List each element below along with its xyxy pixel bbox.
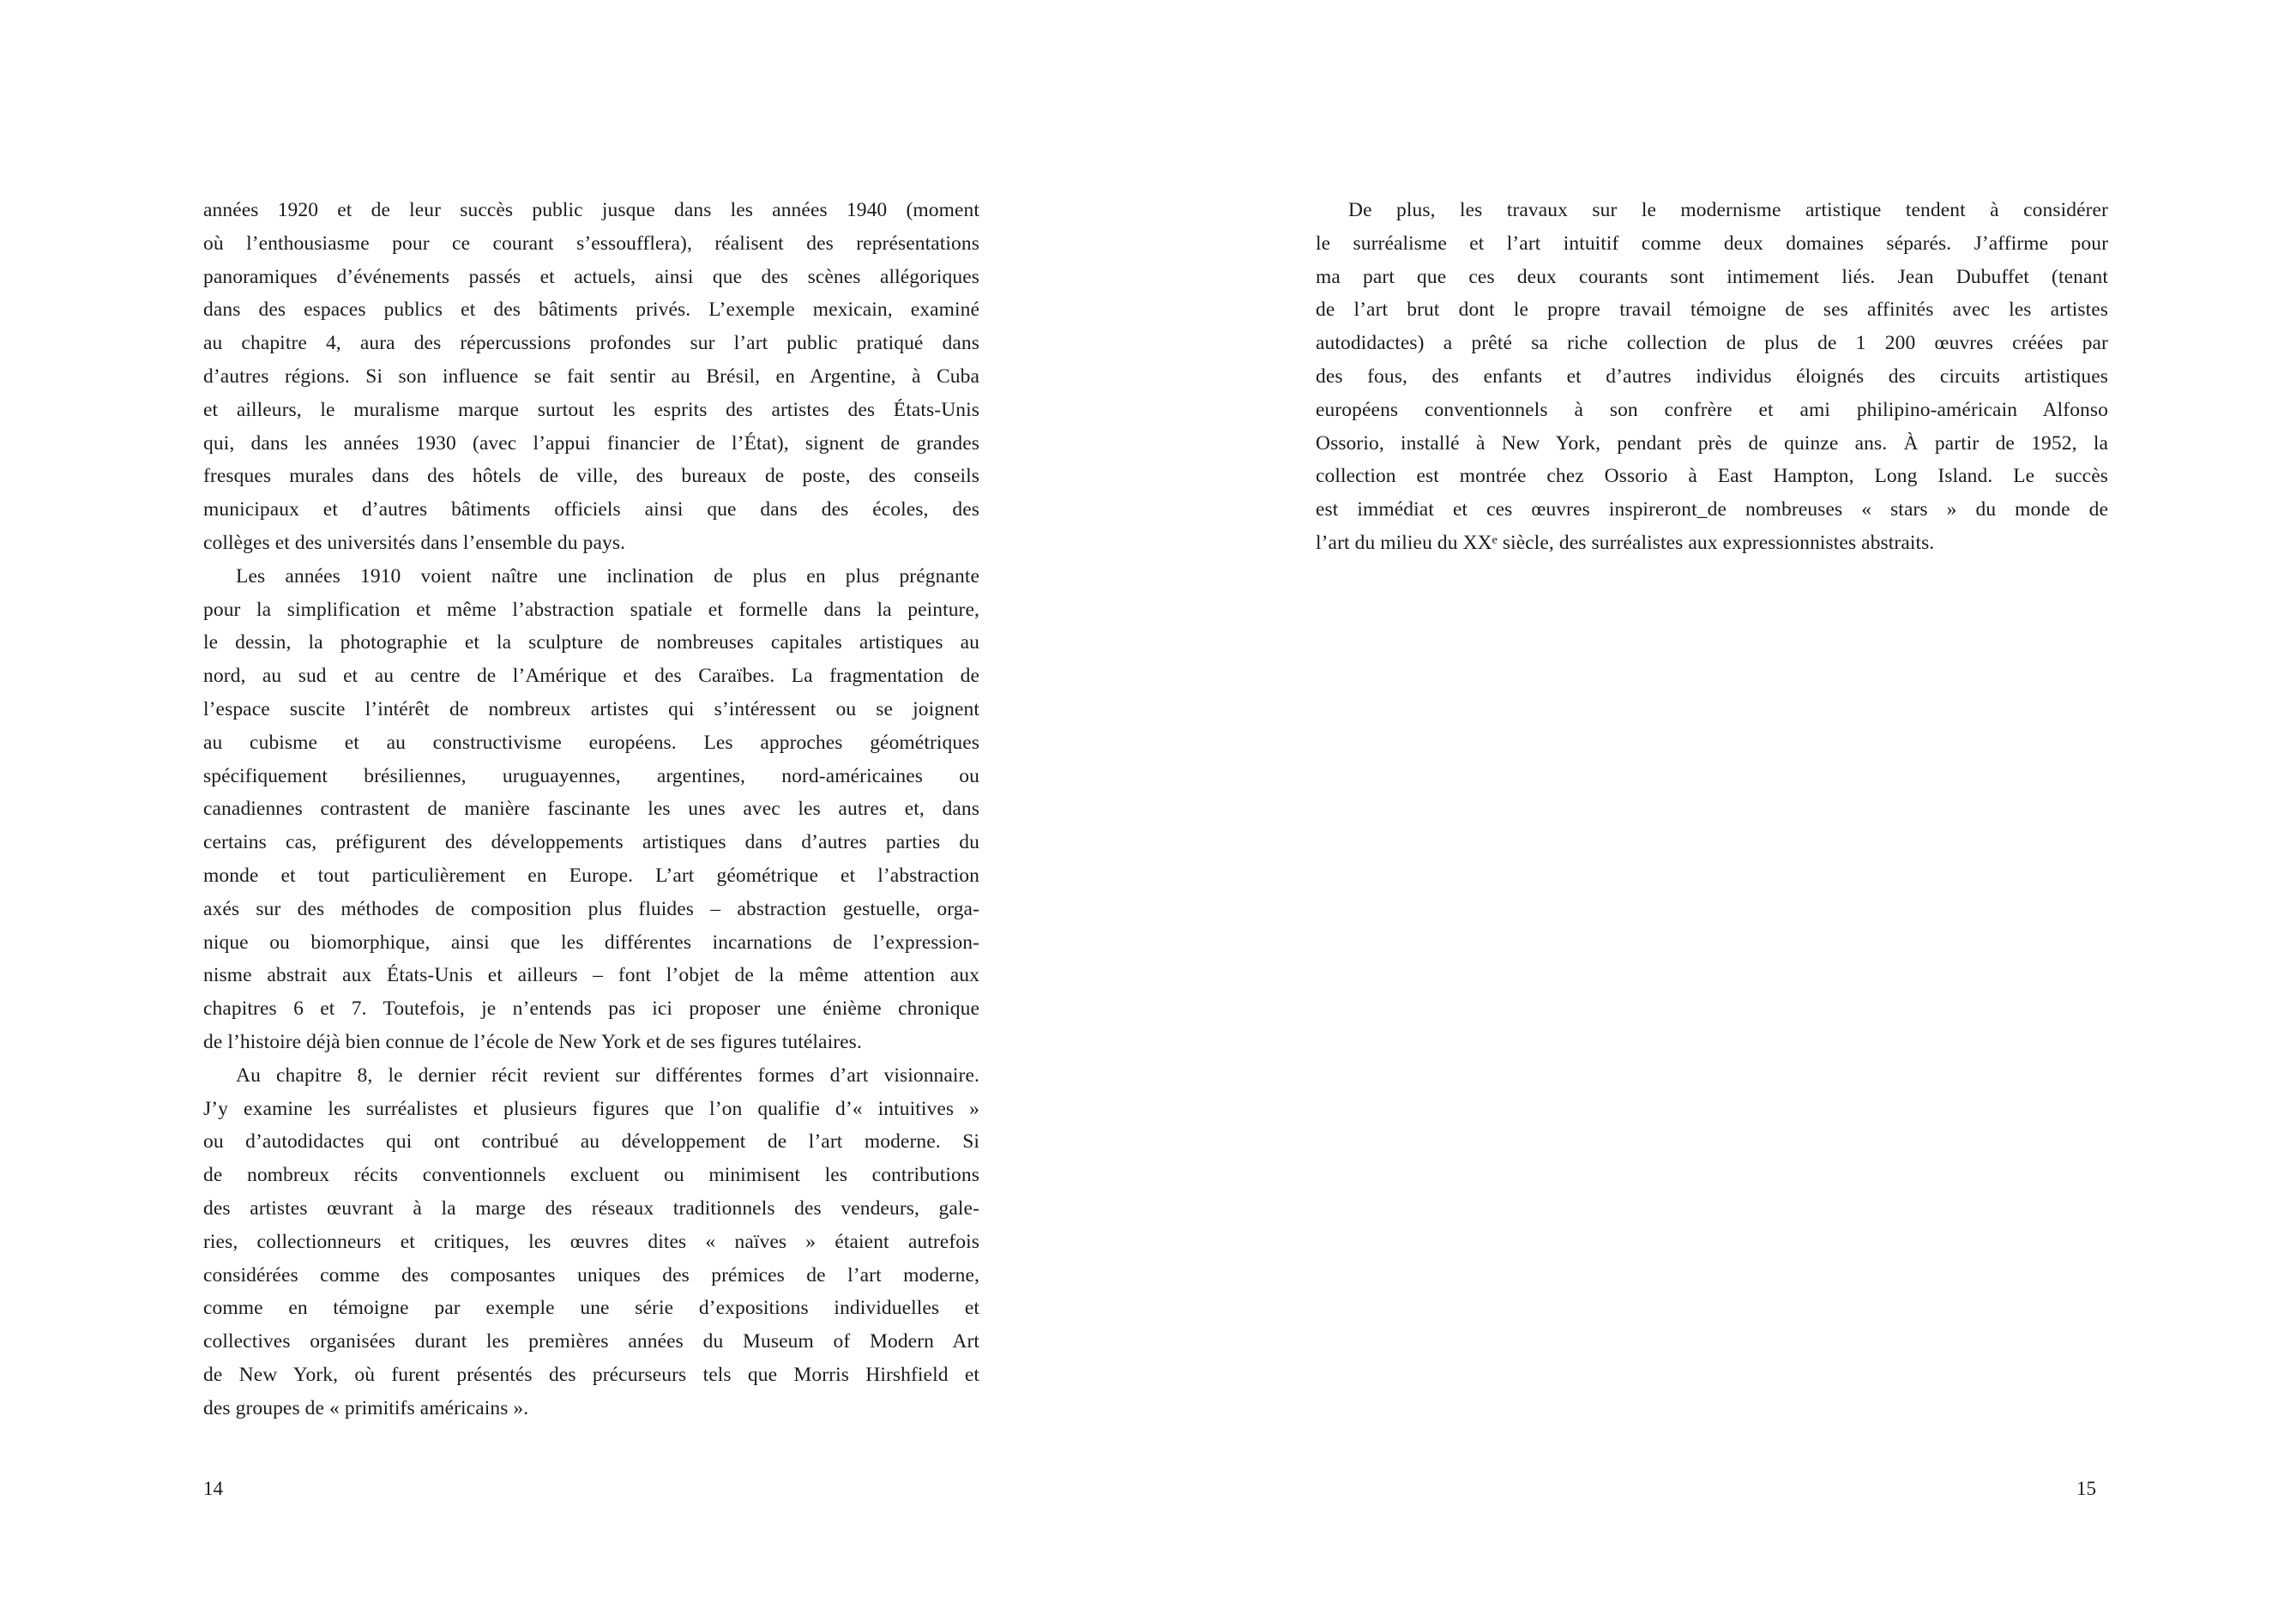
text-line: ma part que ces deux courants sont intimement liés. Jean Dubuffet (tenant bbox=[1316, 265, 2108, 288]
text-line: où l’enthousiasme pour ce courant s’essoufflera), réalisent des représentations bbox=[203, 232, 979, 255]
text-line: d’autres régions. Si son influence se fait sentir au Brésil, en Argentine, à Cuba bbox=[203, 365, 979, 388]
text-line: municipaux et d’autres bâtiments officiels ainsi que dans des écoles, des bbox=[203, 498, 979, 521]
text-line: dans des espaces publics et des bâtiments privés. L’exemple mexicain, examiné bbox=[203, 298, 979, 322]
paragraph bbox=[203, 1059, 979, 1425]
text-line: des artistes œuvrant à la marge des réseaux traditionnels des vendeurs, gale- bbox=[203, 1196, 979, 1220]
text-line: considérées comme des composantes uniques des prémices de l’art moderne, bbox=[203, 1263, 979, 1287]
right-page-text-column bbox=[1316, 194, 2108, 560]
text-line: l’art du milieu du XXᵉ siècle, des surréalistes aux expressionnistes abstraits. bbox=[1316, 531, 1935, 554]
text-line: axés sur des méthodes de composition plus fluides – abstraction gestuelle, orga- bbox=[203, 897, 979, 920]
text-line: de nombreux récits conventionnels excluent ou minimisent les contributions bbox=[203, 1164, 979, 1187]
text-line: panoramiques d’événements passés et actuels, ainsi que des scènes allégoriques bbox=[203, 265, 979, 288]
page-number-right: 15 bbox=[2076, 1478, 2096, 1499]
text-line: Ossorio, installé à New York, pendant près de quinze ans. À partir de 1952, la bbox=[1316, 431, 2108, 455]
text-line: collection est montrée chez Ossorio à East Hampton, Long Island. Le succès bbox=[1316, 465, 2108, 488]
text-line: spécifiquement brésiliennes, uruguayennes, argentines, nord-américaines ou bbox=[203, 764, 979, 787]
text-line: autodidactes) a prêté sa riche collection de plus de 1 200 œuvres créées par bbox=[1316, 332, 2108, 355]
text-line: nique ou biomorphique, ainsi que les différentes incarnations de l’expression- bbox=[203, 931, 979, 954]
text-line: au cubisme et au constructivisme européens. Les approches géométriques bbox=[203, 731, 979, 754]
text-line: chapitres 6 et 7. Toutefois, je n’entends pas ici proposer une énième chronique bbox=[203, 997, 979, 1021]
left-page-text-column bbox=[203, 194, 979, 1425]
text-line: est immédiat et ces œuvres inspireront_de nombreuses « stars » du monde de bbox=[1316, 498, 2108, 521]
text-line: l’espace suscite l’intérêt de nombreux artistes qui s’intéressent ou se joignent bbox=[203, 697, 979, 720]
text-line: Les années 1910 voient naître une inclination de plus en plus prégnante bbox=[236, 564, 979, 588]
text-line: années 1920 et de leur succès public jusque dans les années 1940 (moment bbox=[203, 199, 979, 221]
page-number-left: 14 bbox=[203, 1478, 223, 1499]
text-line: de l’art brut dont le propre travail témoigne de ses affinités avec les artistes bbox=[1316, 298, 2108, 322]
text-line: collectives organisées durant les premières années du Museum of Modern Art bbox=[203, 1330, 979, 1353]
text-line: fresques murales dans des hôtels de ville, des bureaux de poste, des conseils bbox=[203, 465, 979, 488]
text-line: de l’histoire déjà bien connue de l’école de New York et de ses figures tutélaires. bbox=[203, 1030, 862, 1053]
text-line: J’y examine les surréalistes et plusieurs figures que l’on qualifie d’« intuitives » bbox=[203, 1097, 979, 1120]
text-line: nord, au sud et au centre de l’Amérique et des Caraïbes. La fragmentation de bbox=[203, 665, 979, 688]
text-line: qui, dans les années 1930 (avec l’appui financier de l’État), signent de grandes bbox=[203, 431, 979, 455]
text-line: De plus, les travaux sur le modernisme artistique tendent à considérer bbox=[1348, 199, 2108, 221]
text-line: au chapitre 4, aura des répercussions profondes sur l’art public pratiqué dans bbox=[203, 332, 979, 355]
paragraph bbox=[203, 194, 979, 560]
text-line: le surréalisme et l’art intuitif comme deux domaines séparés. J’affirme pour bbox=[1316, 232, 2108, 255]
text-line: de New York, où furent présentés des précurseurs tels que Morris Hirshfield et bbox=[203, 1363, 979, 1386]
text-line: canadiennes contrastent de manière fascinante les unes avec les autres et, dans bbox=[203, 798, 979, 821]
text-line: européens conventionnels à son confrère et ami philipino-américain Alfonso bbox=[1316, 398, 2108, 421]
text-line: Au chapitre 8, le dernier récit revient sur différentes formes d’art visionnaire. bbox=[236, 1064, 979, 1087]
text-line: et ailleurs, le muralisme marque surtout les esprits des artistes des États-Unis bbox=[203, 398, 979, 421]
text-line: monde et tout particulièrement en Europe. L’art géométrique et l’abstraction bbox=[203, 864, 979, 887]
text-line: des fous, des enfants et d’autres individus éloignés des circuits artistiques bbox=[1316, 365, 2108, 388]
text-line: pour la simplification et même l’abstraction spatiale et formelle dans la peinture, bbox=[203, 598, 979, 621]
text-line: le dessin, la photographie et la sculpture de nombreuses capitales artistiques au bbox=[203, 631, 979, 654]
text-line: collèges et des universités dans l’ensemble du pays. bbox=[203, 531, 626, 554]
text-line: des groupes de « primitifs américains ». bbox=[203, 1396, 529, 1419]
text-line: certains cas, préfigurent des développements artistiques dans d’autres parties du bbox=[203, 831, 979, 854]
paragraph bbox=[1316, 194, 2108, 560]
text-line: ries, collectionneurs et critiques, les œuvres dites « naïves » étaient autrefois bbox=[203, 1230, 979, 1253]
text-line: nisme abstrait aux États-Unis et ailleurs – font l’objet de la même attention aux bbox=[203, 964, 979, 987]
text-line: comme en témoigne par exemple une série d’expositions individuelles et bbox=[203, 1297, 979, 1320]
paragraph bbox=[203, 560, 979, 1059]
text-line: ou d’autodidactes qui ont contribué au développement de l’art moderne. Si bbox=[203, 1130, 979, 1154]
